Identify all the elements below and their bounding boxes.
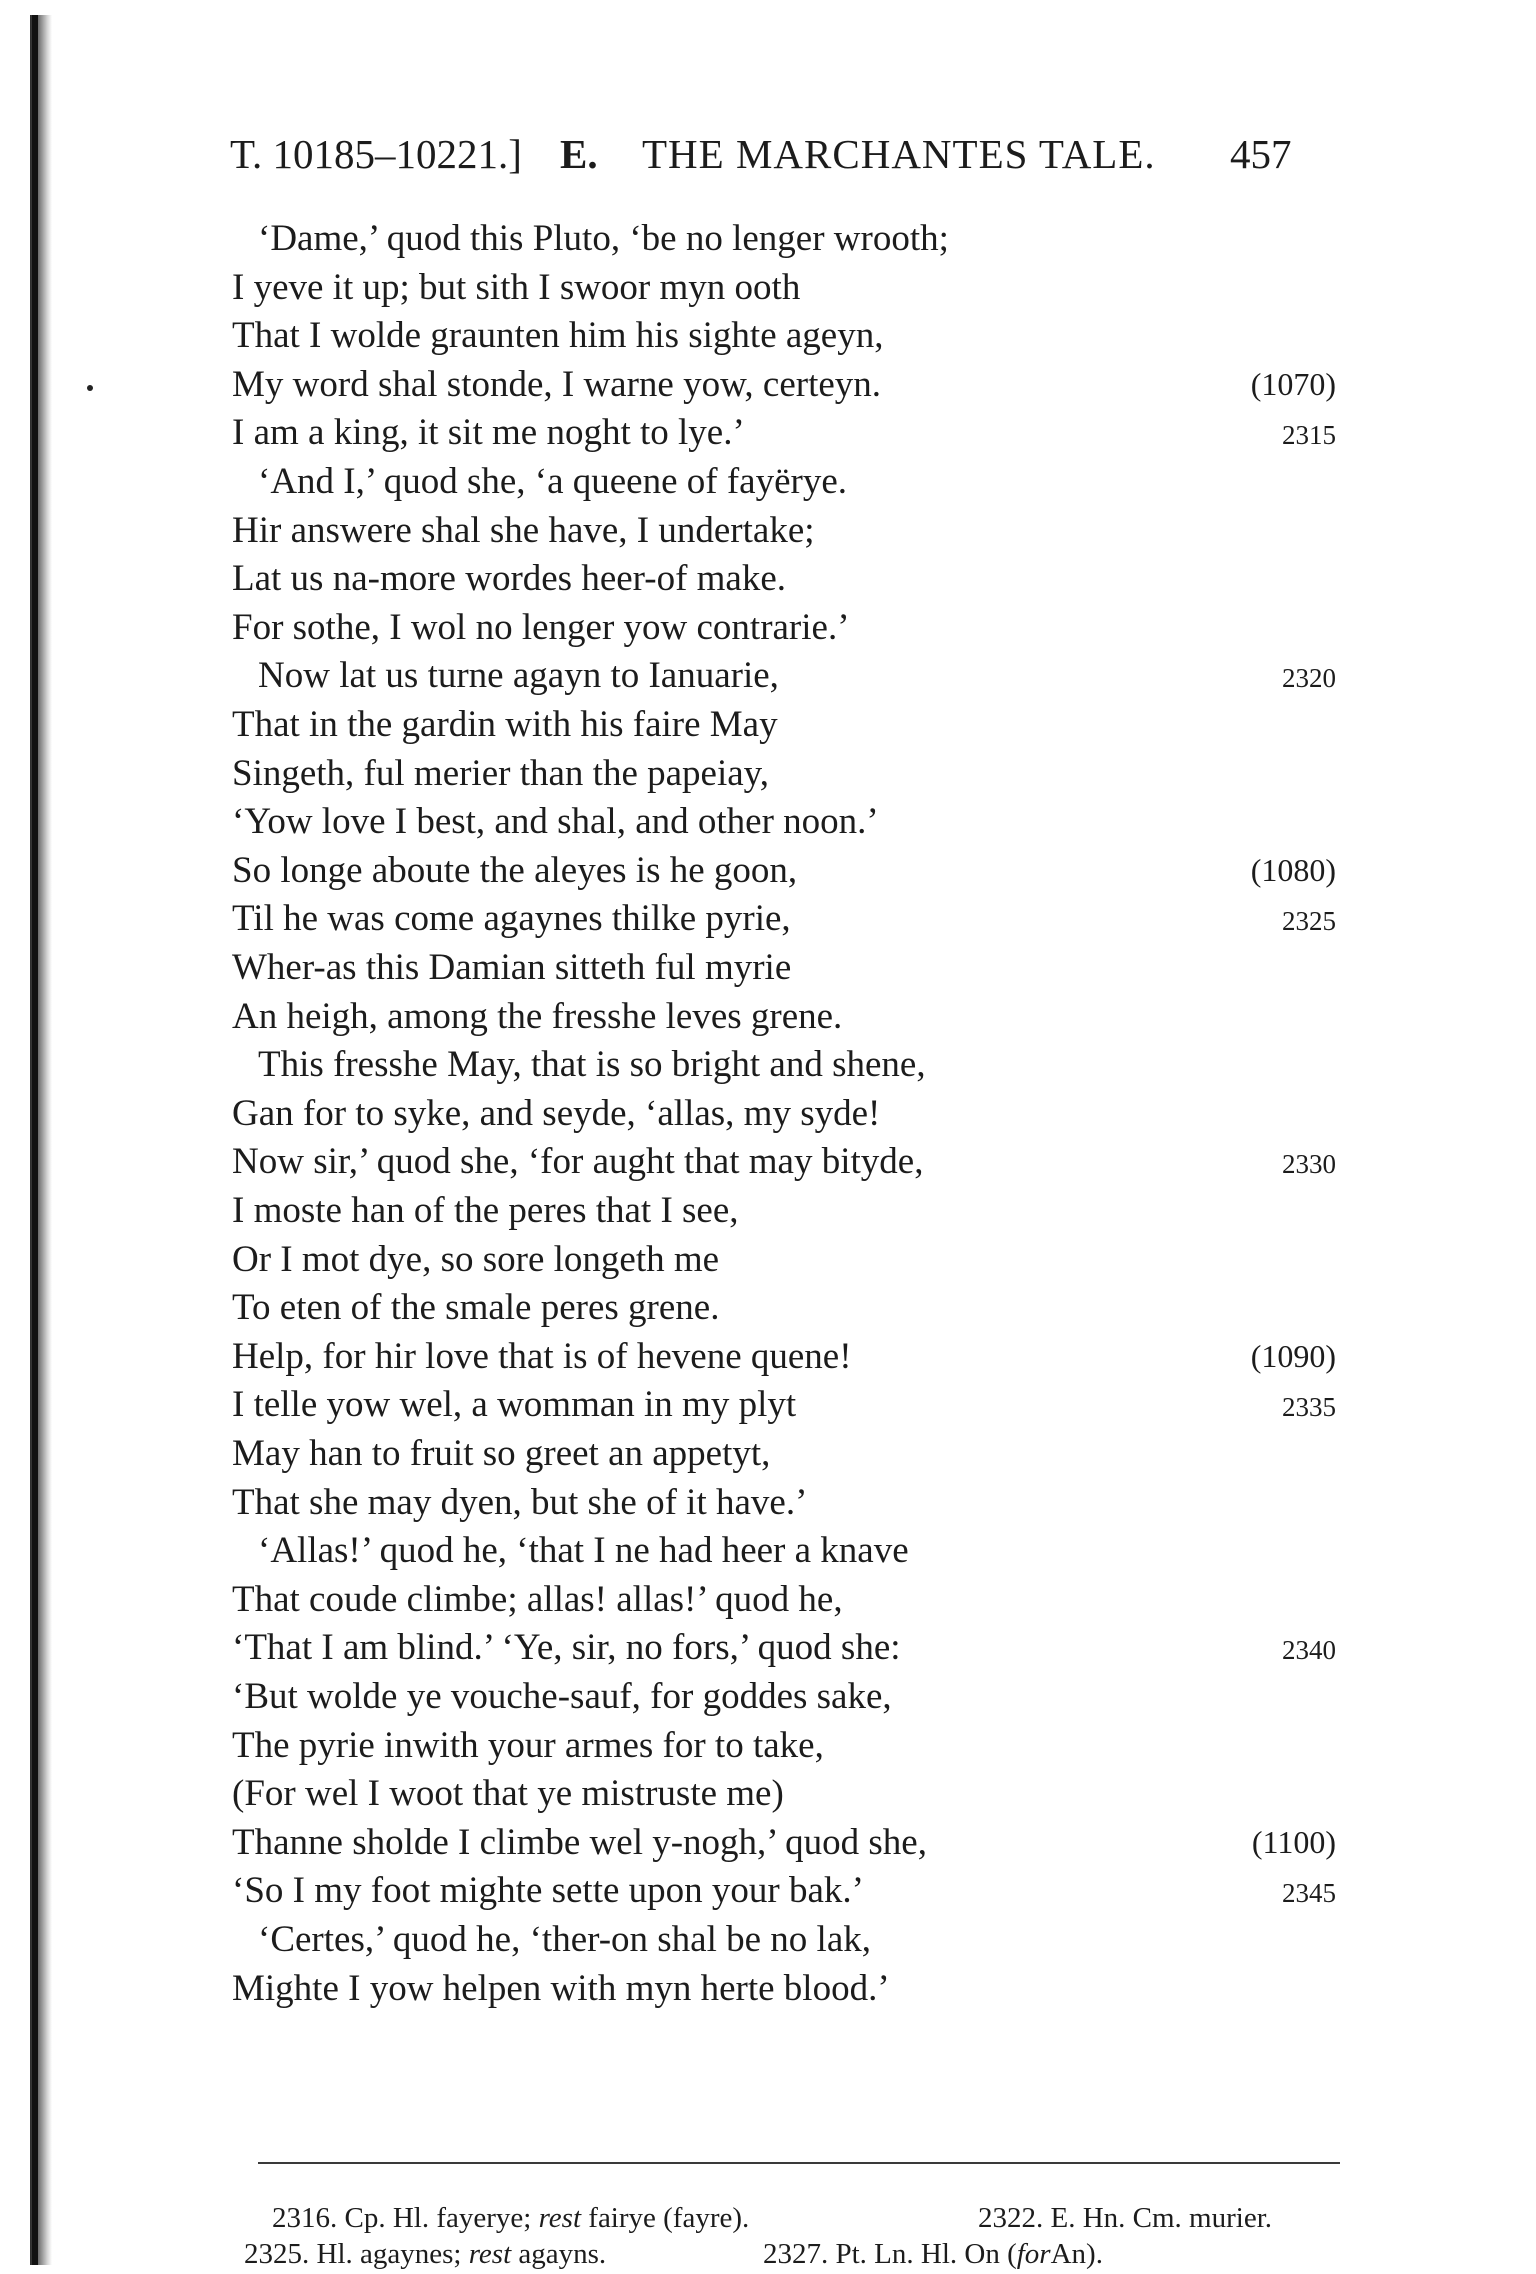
line-text: This fresshe May, that is so bright and shene,	[258, 1044, 926, 1085]
line-text: Hir answere shal she have, I undertake;	[232, 510, 815, 551]
line-text: Til he was come agaynes thilke pyrie,	[232, 898, 791, 939]
line-text: That she may dyen, but she of it have.’	[232, 1482, 808, 1523]
line-number: 2330	[1282, 1149, 1336, 1179]
line-number: 2320	[1282, 663, 1336, 693]
line-text: ‘And I,’ quod she, ‘a queene of fayërye.	[258, 461, 848, 502]
line-text: ‘That I am blind.’ ‘Ye, sir, no fors,’ quod she:	[232, 1627, 901, 1668]
line-text: Mighte I yow helpen with myn herte blood.’	[232, 1968, 890, 2009]
line-text: I am a king, it sit me noght to lye.’	[232, 412, 745, 453]
line-reference: T. 10185–10221.]	[230, 131, 522, 177]
line-text: Thanne sholde I climbe wel y-nogh,’ quod she,	[232, 1822, 927, 1863]
line-text: ‘Dame,’ quod this Pluto, ‘be no lenger wrooth;	[258, 218, 949, 259]
page-title: THE MARCHANTES TALE.	[642, 131, 1156, 177]
line-text: That coude climbe; allas! allas!’ quod he,	[232, 1579, 843, 1620]
line-number: 2335	[1282, 1392, 1336, 1422]
line-text: (For wel I woot that ye mistruste me)	[232, 1773, 784, 1814]
line-text: Or I mot dye, so sore longeth me	[232, 1239, 720, 1280]
line-text: That in the gardin with his faire May	[232, 704, 778, 745]
line-text: ‘Yow love I best, and shal, and other noon.’	[232, 801, 879, 842]
line-text: That I wolde graunten him his sighte ageyn,	[232, 315, 884, 356]
line-text: Now lat us turne agayn to Ianuarie,	[258, 655, 779, 696]
line-text: To eten of the smale peres grene.	[232, 1287, 720, 1328]
line-text: I telle yow wel, a womman in my plyt	[232, 1384, 797, 1425]
line-text: I moste han of the peres that I see,	[232, 1190, 739, 1231]
line-text: The pyrie inwith your armes for to take,	[232, 1725, 824, 1766]
line-text: Now sir,’ quod she, ‘for aught that may bityde,	[232, 1141, 924, 1182]
line-text: ‘But wolde ye vouche-sauf, for goddes sake,	[232, 1676, 892, 1717]
line-text: Singeth, ful merier than the papeiay,	[232, 753, 770, 794]
original-line-number: (1100)	[1251, 1824, 1336, 1860]
original-line-number: (1090)	[1250, 1338, 1336, 1374]
line-text: For sothe, I wol no lenger yow contrarie.’	[232, 607, 850, 648]
line-text: ‘Certes,’ quod he, ‘ther-on shal be no lak,	[258, 1919, 871, 1960]
line-text: ‘Allas!’ quod he, ‘that I ne had heer a knave	[258, 1530, 909, 1571]
line-number: 2340	[1282, 1635, 1336, 1665]
line-number: 2315	[1282, 420, 1336, 450]
footnote-2322: 2322. E. Hn. Cm. murier.	[978, 2202, 1273, 2234]
line-number: 2345	[1282, 1878, 1336, 1908]
original-line-number: (1080)	[1250, 852, 1336, 888]
section-letter: E.	[560, 131, 598, 177]
line-text: My word shal stonde, I warne yow, certeyn.	[232, 364, 882, 405]
line-text: An heigh, among the fresshe leves grene.	[232, 996, 843, 1037]
line-text: Lat us na-more wordes heer-of make.	[232, 558, 787, 599]
page-number: 457	[1230, 131, 1292, 177]
footnote-2325: 2325. Hl. agaynes; rest agayns.	[244, 2238, 607, 2270]
footnote-2327: 2327. Pt. Ln. Hl. On (forAn).	[763, 2238, 1103, 2270]
line-number: 2325	[1282, 906, 1336, 936]
line-text: So longe aboute the aleyes is he goon,	[232, 850, 798, 891]
line-text: ‘So I my foot mighte sette upon your bak.’	[232, 1870, 864, 1911]
footnote-2316: 2316. Cp. Hl. fayerye; rest fairye (fayre).	[272, 2202, 750, 2234]
original-line-number: (1070)	[1250, 366, 1336, 402]
line-text: I yeve it up; but sith I swoor myn ooth	[232, 267, 801, 308]
line-text: May han to fruit so greet an appetyt,	[232, 1433, 771, 1474]
line-text: Gan for to syke, and seyde, ‘allas, my syde!	[232, 1093, 881, 1134]
line-text: Help, for hir love that is of hevene quene!	[232, 1336, 852, 1377]
line-text: Wher-as this Damian sitteth ful myrie	[232, 947, 792, 988]
